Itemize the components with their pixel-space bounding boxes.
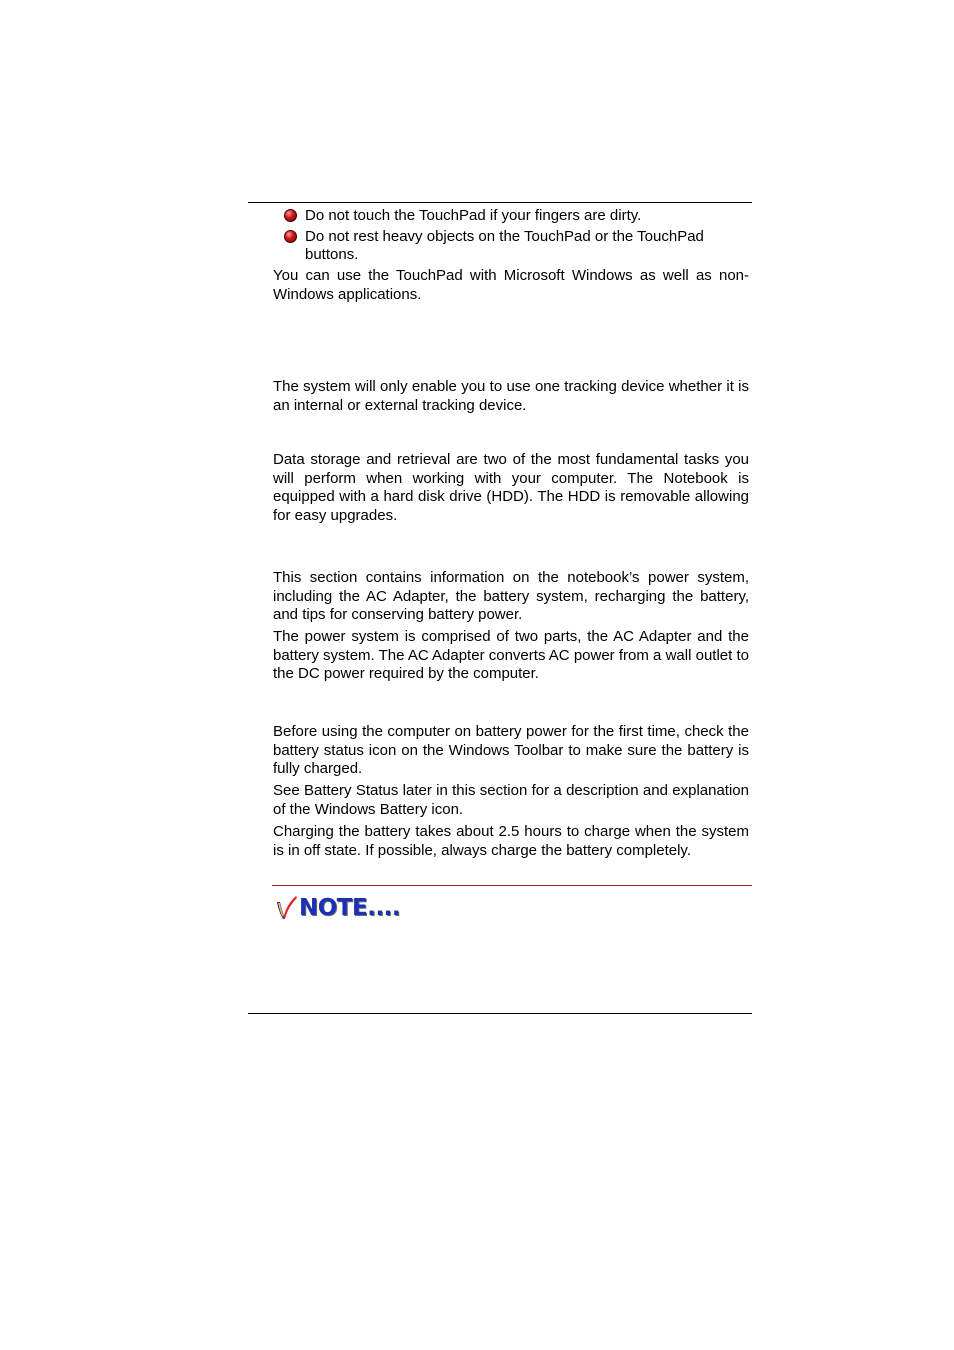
- footer-rule: [248, 1013, 752, 1014]
- list-item: [284, 207, 744, 225]
- list-item: [284, 228, 744, 264]
- paragraph-tracking-device: The system will only enable you to use one tracking device whether it is an internal or external tracking device.: [273, 378, 749, 414]
- header-rule: [248, 202, 752, 203]
- bullet-text: Do not rest heavy objects on the TouchPad or the TouchPad buttons.: [305, 228, 704, 263]
- bullet-text: Do not touch the TouchPad if your fingers are dirty.: [305, 207, 642, 224]
- paragraph-power-intro: This section contains information on the notebook’s power system, including the AC Adapter, the battery system, recharging the battery, and tips for conserving battery power.: [273, 569, 749, 623]
- bullet-icon: [284, 209, 297, 222]
- note-divider: [272, 885, 752, 886]
- paragraph-power-parts: The power system is comprised of two parts, the AC Adapter and the battery system. The AC Adapter converts AC power from a wall outlet to the DC power required by the computer.: [273, 628, 749, 682]
- paragraph-battery-status-ref: See Battery Status later in this section for a description and explanation of the Windows Battery icon.: [273, 782, 749, 818]
- note-check-icon: [274, 894, 298, 922]
- note-label: NOTE....: [299, 895, 401, 921]
- paragraph-battery-first-use: Before using the computer on battery power for the first time, check the battery status icon on the Windows Toolbar to make sure the battery is fully charged.: [273, 723, 749, 777]
- bullet-icon: [284, 230, 297, 243]
- paragraph-data-storage: Data storage and retrieval are two of the most fundamental tasks you will perform when working with your computer. The Notebook is equipped with a hard disk drive (HDD). The HDD is removable allowing for easy upgrades.: [273, 451, 749, 524]
- paragraph-touchpad-windows: You can use the TouchPad with Microsoft Windows as well as non-Windows applications.: [273, 267, 749, 303]
- note-logo: [274, 893, 400, 923]
- paragraph-battery-charging: Charging the battery takes about 2.5 hours to charge when the system is in off state. If possible, always charge the battery completely.: [273, 823, 749, 859]
